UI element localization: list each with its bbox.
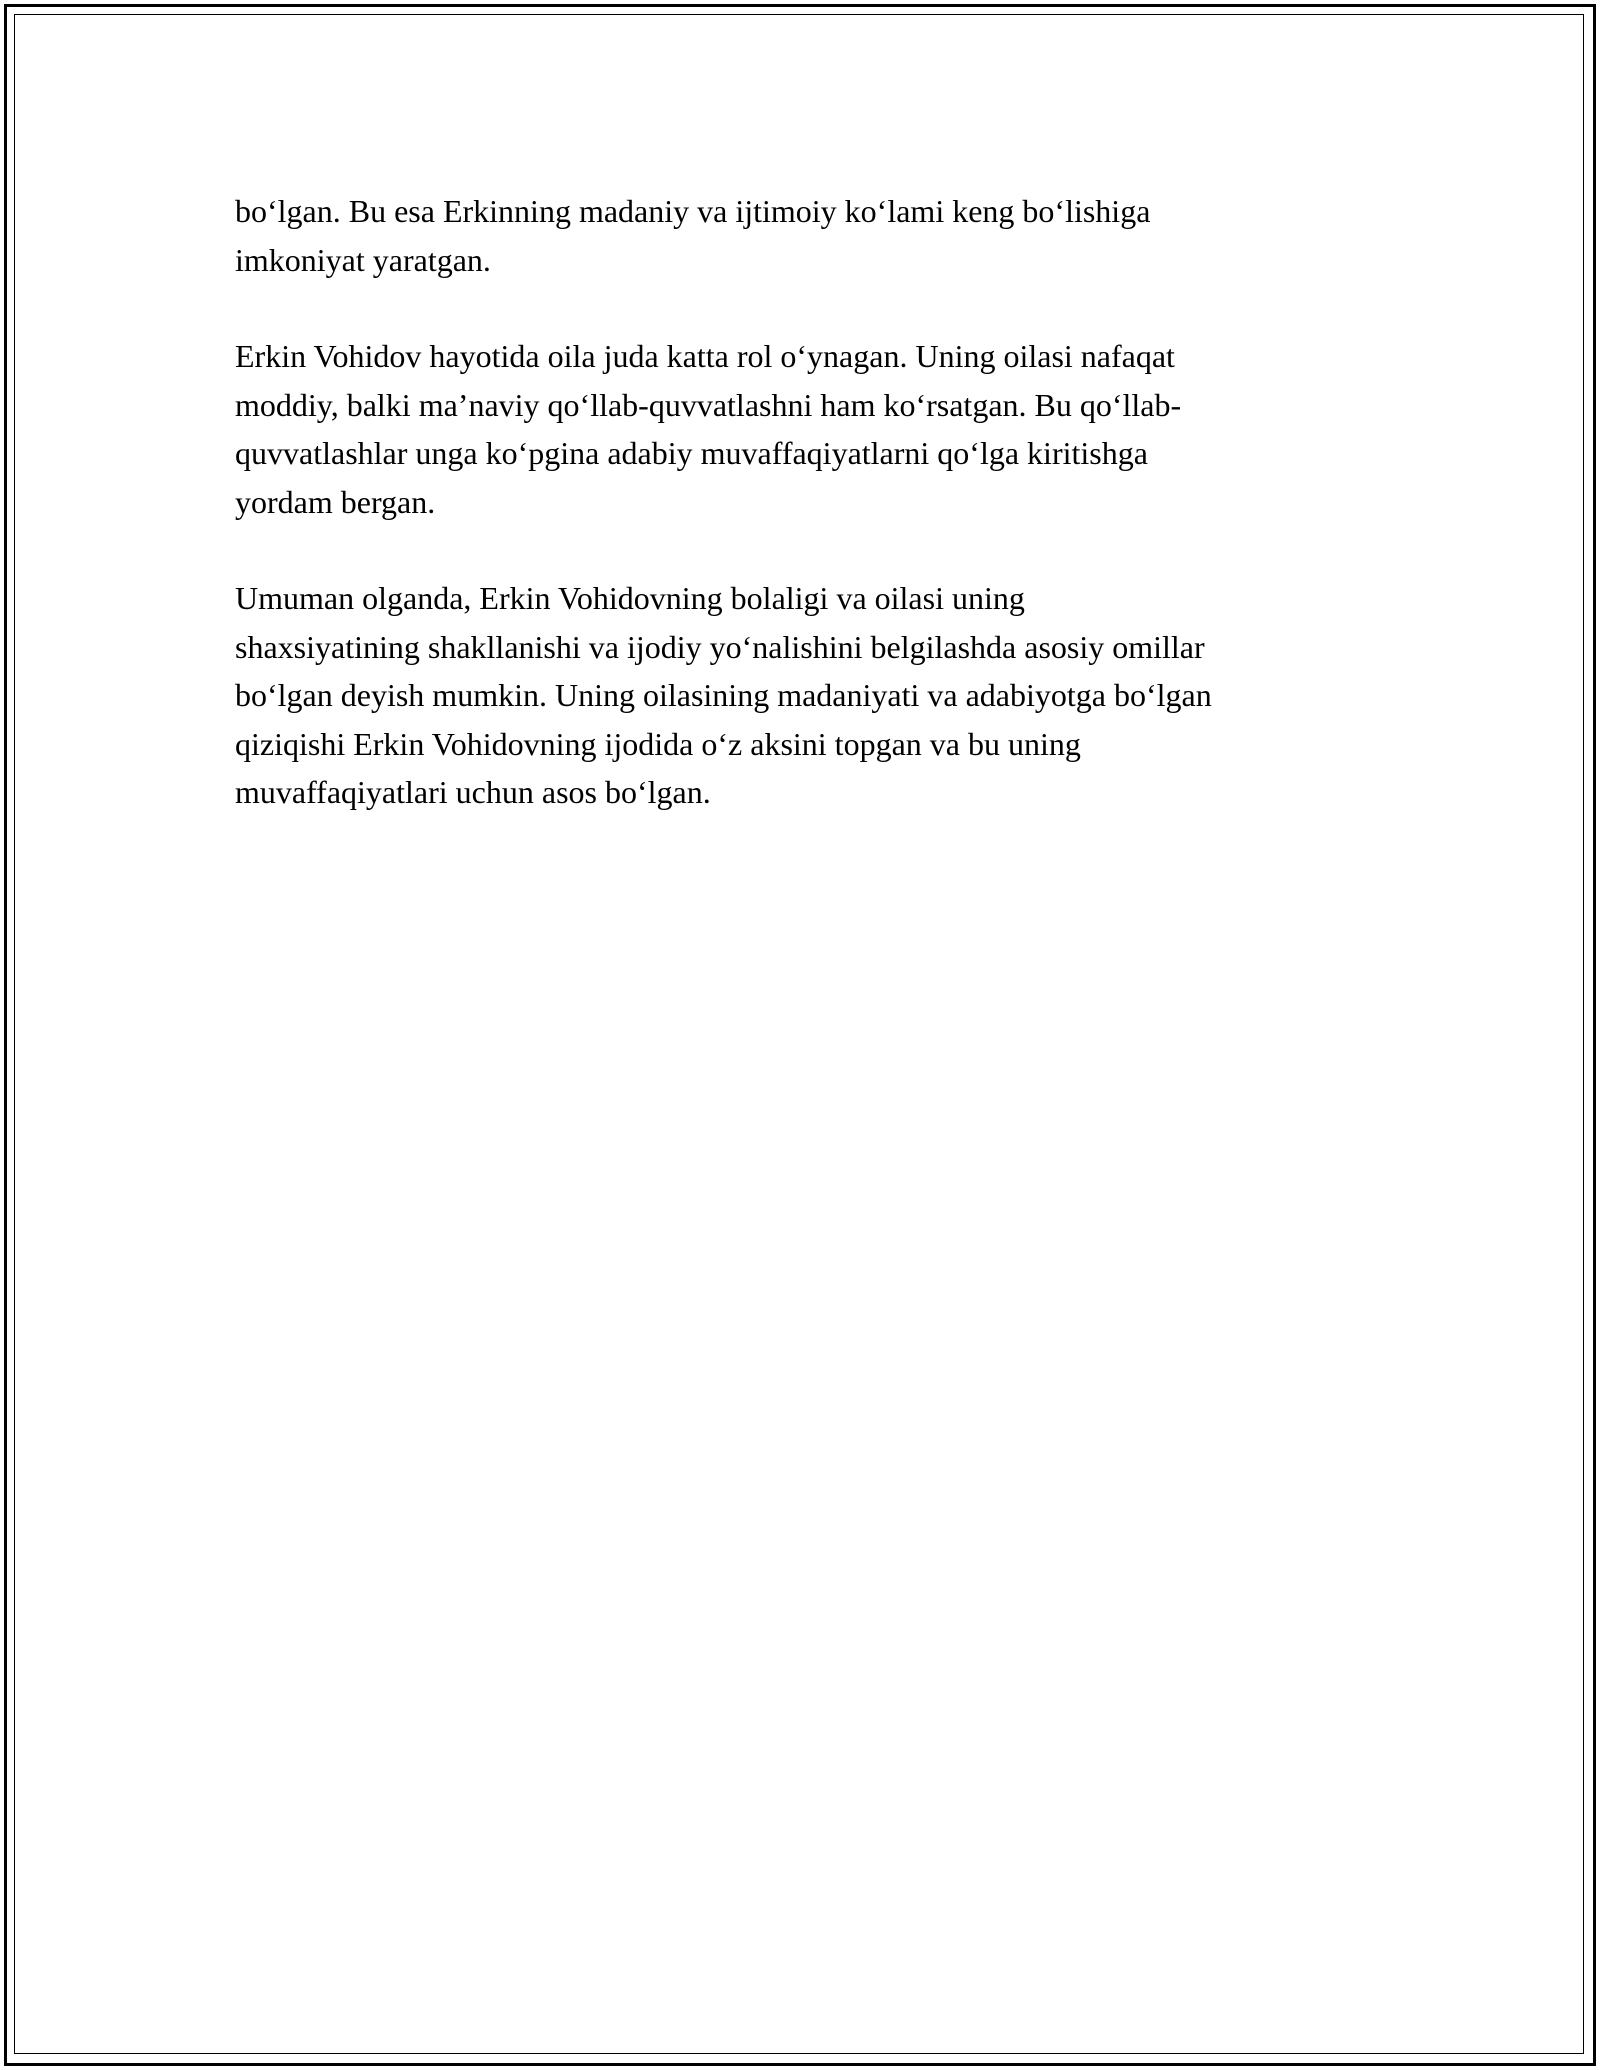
paragraph-3: [235, 574, 1365, 817]
text-line: muvaffaqiyatlari uchun asos bo‘lgan.: [235, 774, 711, 810]
text-line: yordam bergan.: [235, 483, 436, 520]
paragraph-1: [235, 187, 1365, 284]
document-body: [235, 187, 1365, 865]
text-line: shaxsiyatining shakllanishi va ijodiy yo‘nalishini belgilashda asosiy omillar: [235, 628, 1205, 665]
text-line: quvvatlashlar unga ko‘pgina adabiy muvaffaqiyatlarni qo‘lga kiritishga: [235, 435, 1148, 471]
text-line: moddiy, balki ma’naviy qo‘llab-quvvatlashni ham ko‘rsatgan. Bu qo‘llab-: [235, 386, 1182, 423]
paragraph-2: [235, 332, 1365, 526]
text-line: imkoniyat yaratgan.: [235, 241, 491, 278]
text-line: Umuman olganda, Erkin Vohidovning bolaligi va oilasi uning: [235, 580, 1025, 616]
text-line: bo‘lgan. Bu esa Erkinning madaniy va ijtimoiy ko‘lami keng bo‘lishiga: [235, 193, 1151, 229]
text-line: Erkin Vohidov hayotida oila juda katta rol o‘ynagan. Uning oilasi nafaqat: [235, 338, 1175, 374]
text-line: bo‘lgan deyish mumkin. Uning oilasining madaniyati va adabiyotga bo‘lgan: [235, 677, 1212, 713]
text-line: qiziqishi Erkin Vohidovning ijodida o‘z aksini topgan va bu uning: [235, 725, 1081, 762]
